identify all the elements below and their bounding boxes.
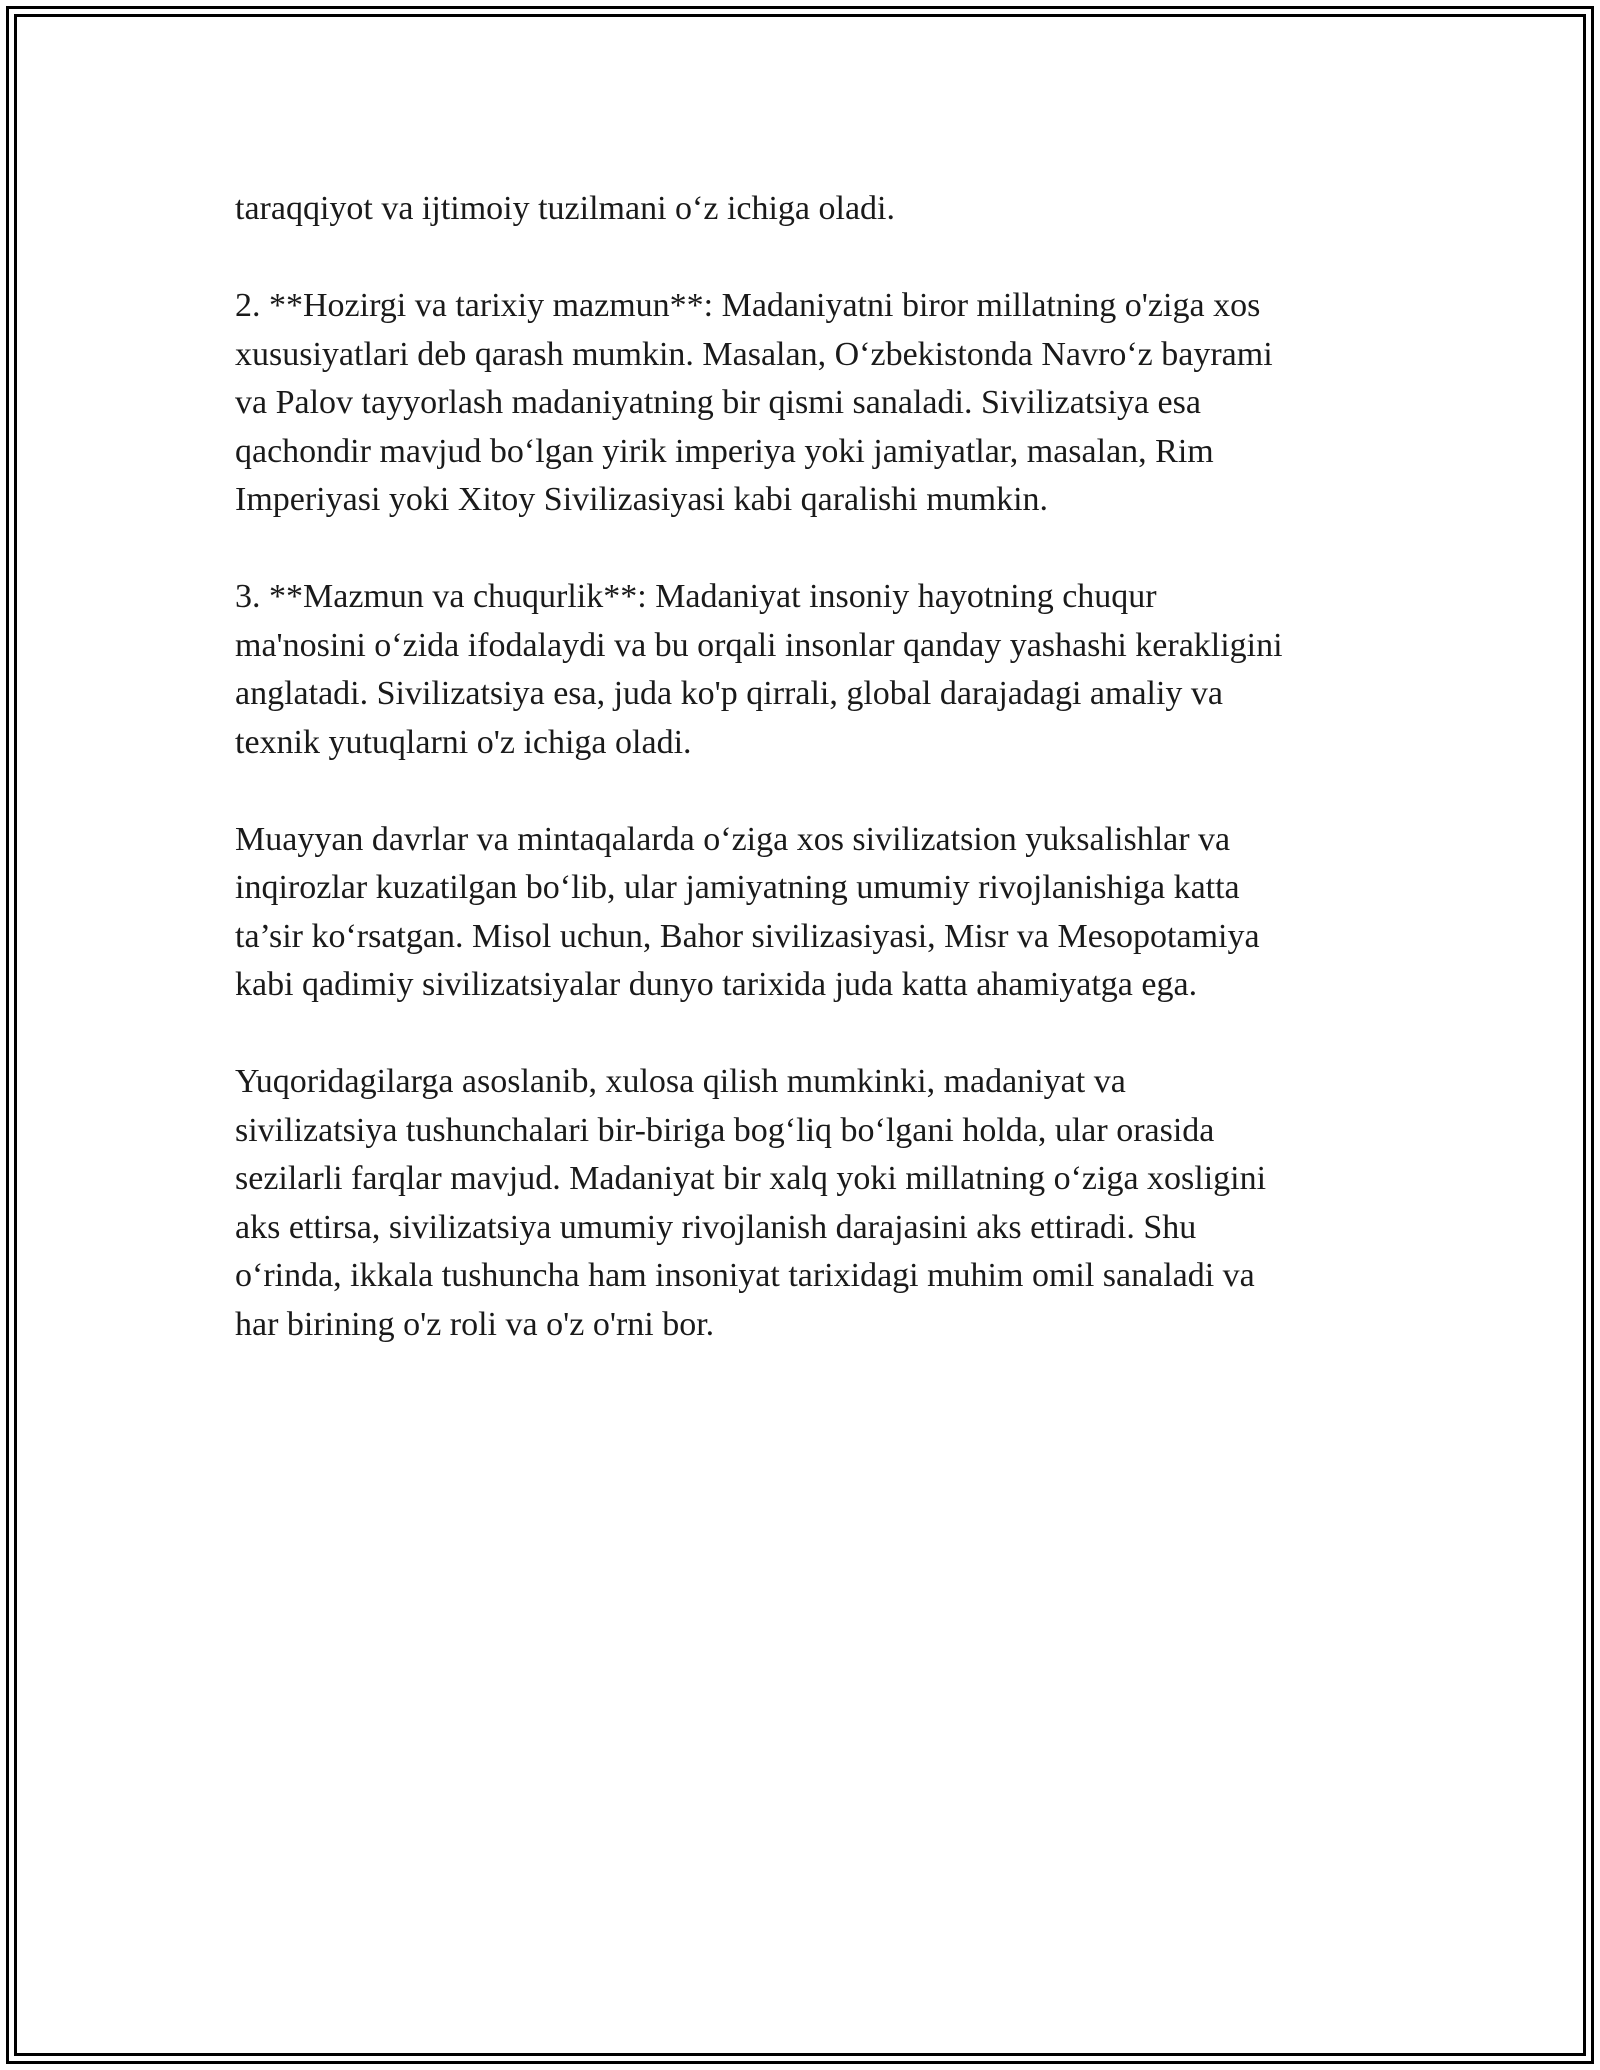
- paragraph-continuation: taraqqiyot va ijtimoiy tuzilmani o‘z ichiga oladi.: [235, 190, 895, 227]
- paragraph-point-3: 3. **Mazmun va chuqurlik**: Madaniyat insoniy hayotning chuqur ma'nosini o‘zida ifodalaydi va bu orqali insonlar qanday yashashi kerakligini anglatadi. Sivilizatsiya esa, juda ko'p qirrali, global darajadagi amaliy va texnik yutuqlarni o'z ichiga oladi.: [235, 578, 1283, 761]
- paragraph-point-2: 2. **Hozirgi va tarixiy mazmun**: Madaniyatni biror millatning o'ziga xos xususiyatlari deb qarash mumkin. Masalan, O‘zbekistonda Navro‘z bayrami va Palov tayyorlash madaniyatning bir qismi sanaladi. Sivilizatsiya esa qachondir mavjud bo‘lgan yirik imperiya yoki jamiyatlar, masalan, Rim Imperiyasi yoki Xitoy Sivilizasiyasi kabi qaralishi mumkin.: [235, 287, 1273, 518]
- paragraph-history: Muayyan davrlar va mintaqalarda o‘ziga xos sivilizatsion yuksalishlar va inqirozlar kuzatilgan bo‘lib, ular jamiyatning umumiy rivojlanishiga katta ta’sir ko‘rsatgan. Misol uchun, Bahor sivilizasiyasi, Misr va Mesopotamiya kabi qadimiy sivilizatsiyalar dunyo tarixida juda katta ahamiyatga ega.: [235, 820, 1260, 1003]
- paragraph-conclusion: Yuqoridagilarga asoslanib, xulosa qilish mumkinki, madaniyat va sivilizatsiya tushunchalari bir-biriga bog‘liq bo‘lgani holda, ular orasida sezilarli farqlar mavjud. Madaniyat bir xalq yoki millatning o‘ziga xosligini aks ettirsa, sivilizatsiya umumiy rivojlanish darajasini aks ettiradi. Shu o‘rinda, ikkala tushuncha ham insoniyat tarixidagi muhim omil sanaladi va har birining o'z roli va o'z o'rni bor.: [235, 1063, 1267, 1343]
- document-body: [235, 185, 1385, 1398]
